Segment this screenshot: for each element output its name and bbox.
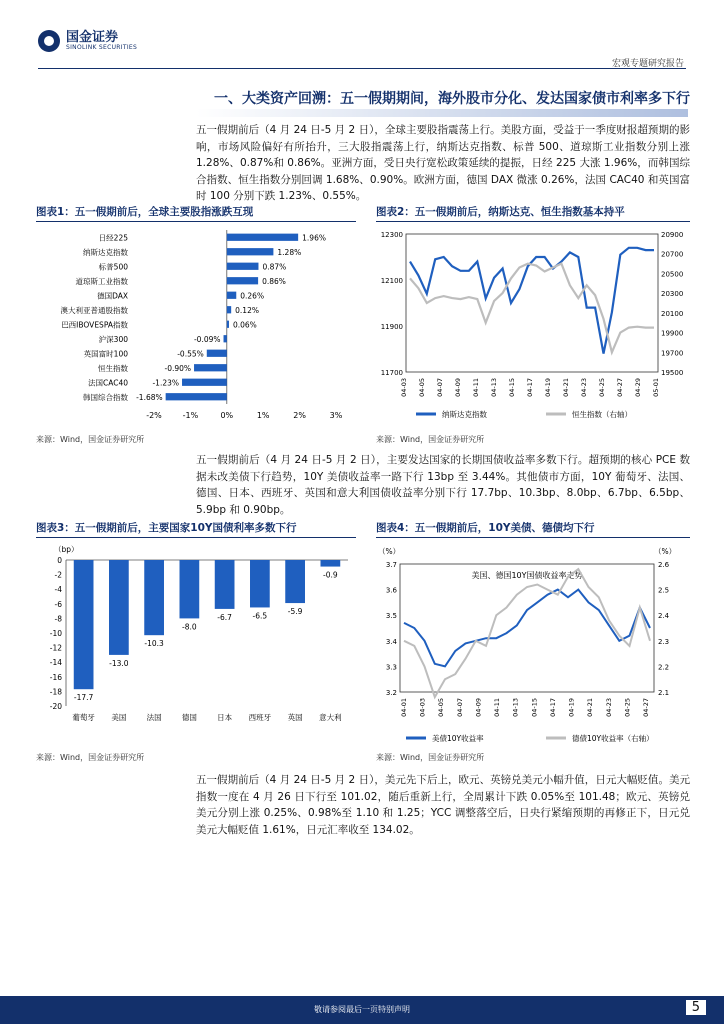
x-tick-label: 04-21 [562, 378, 570, 397]
x-tick-label: 2% [293, 411, 306, 420]
y-tick-label: -18 [49, 687, 62, 697]
legend-label: 恒生指数（右轴） [572, 410, 632, 419]
paragraph-equities: 五一假期前后（4 月 24 日-5 月 2 日），全球主要股指震荡上行。美股方面，受益于一季度财报超预期的影响，市场风险偏好有所抬升，三大股指震荡上行，纳斯达克指数、标普 500、道琼斯工业指数分别上涨 1.28%、0.87%和 0.86%。亚洲方面，受日央行宽松政策延续的提振，日经 225 大涨 1.96%，而韩国综合指数、恒生指数分别回调 1.68%、0.90%。欧洲方面，德国 DAX 微涨 0.26%，法国 CAC40 和英国富时 100 分别下跌 1.23%、0.55%。 [196, 124, 690, 202]
bar [207, 350, 227, 357]
data-label: -5.9 [287, 607, 303, 617]
y-right-tick: 2.3 [658, 637, 670, 646]
y-right-tick: 20900 [661, 231, 684, 239]
bar [74, 560, 94, 689]
category-label: 巴西IBOVESPA指数 [61, 320, 128, 330]
x-tick-label: 0% [220, 411, 234, 420]
category-label: 葡萄牙 [72, 713, 95, 722]
figure-4-title: 图表4：五一假期前后，10Y美债、德债均下行 [376, 522, 595, 534]
page-number: 5 [686, 1000, 706, 1015]
bar [215, 560, 235, 609]
y-right-tick: 19700 [661, 349, 684, 358]
figure-2-rule [376, 221, 690, 222]
bar [194, 364, 227, 371]
report-type: 宏观专题研究报告 [611, 59, 684, 69]
x-tick-label: 04-11 [472, 378, 480, 397]
data-label: -0.09% [193, 334, 221, 344]
y-tick-label: -14 [49, 658, 62, 668]
x-tick-label: -1% [182, 411, 199, 420]
figure-4-rule [376, 537, 690, 538]
figure-3-source: 来源：Wind，国金证券研究所 [36, 753, 145, 762]
figure-4-chart [376, 540, 690, 748]
category-label: 标普500 [98, 262, 128, 272]
category-label: 纳斯达克指数 [83, 247, 128, 257]
y-left-tick: 3.3 [385, 663, 397, 672]
y-left-tick: 11700 [380, 369, 403, 377]
y-right-tick: 2.6 [658, 561, 670, 569]
bar [227, 277, 258, 284]
y-tick-label: -6 [54, 599, 62, 609]
x-tick-label: 04-27 [642, 698, 650, 717]
y-left-tick: 12300 [380, 231, 403, 239]
category-label: 澳大利亚普通股指数 [60, 305, 128, 315]
y-tick-label: -4 [54, 585, 62, 595]
x-tick-label: 04-29 [634, 378, 642, 397]
category-label: 意大利 [319, 713, 342, 722]
y-left-tick: 3.7 [385, 561, 397, 569]
y-tick-label: -2 [54, 570, 62, 580]
data-label: -0.9 [323, 570, 338, 580]
legend-label: 德债10Y收益率（右轴） [572, 734, 654, 743]
category-label: 德国 [181, 713, 197, 722]
category-label: 德国DAX [97, 291, 128, 301]
logo-en-text: SINOLINK SECURITIES [66, 44, 138, 51]
x-tick-label: 04-23 [580, 378, 588, 397]
y-left-tick: 3.6 [385, 586, 397, 595]
figure-1-source: 来源：Wind，国金证券研究所 [36, 435, 145, 444]
y-left-tick: 3.5 [385, 612, 397, 621]
figure-4-source: 来源：Wind，国金证券研究所 [376, 753, 485, 762]
category-label: 法国 [146, 713, 162, 722]
data-label: 0.26% [240, 291, 265, 301]
chart-title: 美国、德国10Y国债收益率走势 [471, 571, 583, 580]
figure-1-title: 图表1：五一假期前后，全球主要股指涨跌互现 [36, 206, 254, 218]
paragraph-fx: 五一假期前后（4 月 24 日-5 月 2 日），美元先下后上，欧元、英镑兑美元小幅升值，日元大幅贬值。美元指数一度在 4 月 26 日下行至 101.02，随后重新上行，全周累计下跌 0.05%至 101.48；欧元、英镑兑美元分别上涨 0.25%、0.98%至 1.10 和 1.25；YCC 调整落空后，日央行紧缩预期的再修正下，日元兑美元大幅贬值 1.61%，日元汇率收至 134.02。 [196, 774, 690, 836]
data-label: 0.86% [262, 276, 286, 286]
x-tick-label: 04-23 [604, 698, 613, 717]
x-tick-label: 3% [329, 411, 343, 420]
bar [224, 335, 227, 342]
y-right-tick: 2.4 [658, 612, 670, 621]
category-label: 法国CAC40 [87, 378, 128, 388]
x-tick-label: 04-09 [474, 698, 483, 717]
category-label: 韩国综合指数 [83, 392, 128, 402]
category-label: 日本 [217, 713, 233, 722]
category-label: 沪深300 [98, 334, 128, 344]
x-tick-label: 04-03 [418, 698, 427, 717]
x-tick-label: 04-13 [490, 378, 498, 397]
x-tick-label: 04-15 [508, 378, 516, 397]
bar [285, 560, 305, 603]
data-label: -6.5 [252, 611, 268, 621]
section-title-bar [196, 109, 688, 117]
x-tick-label: 04-03 [400, 378, 408, 397]
category-label: 英国富时100 [83, 349, 128, 359]
bar [227, 306, 231, 313]
x-tick-label: 04-17 [548, 698, 557, 717]
data-label: -0.90% [164, 363, 192, 373]
bar [182, 379, 227, 386]
x-tick-label: 04-13 [511, 698, 520, 717]
data-label: -17.7 [73, 693, 94, 703]
logo-icon [38, 30, 60, 52]
y-right-tick: 20300 [661, 290, 684, 299]
figure-1-chart [36, 224, 356, 428]
y-right-tick: 19500 [661, 369, 684, 377]
data-label: 1.96% [302, 233, 326, 243]
y-tick-label: -16 [49, 672, 62, 682]
y-left-tick: 3.4 [385, 637, 397, 646]
legend-label: 纳斯达克指数 [442, 410, 487, 419]
y-left-tick: 12100 [380, 277, 403, 285]
figure-2-chart [376, 224, 690, 428]
figure-3-chart [36, 540, 356, 732]
data-label: -1.23% [152, 378, 180, 388]
y-right-tick: 19900 [661, 329, 684, 338]
data-label: 0.87% [262, 262, 287, 272]
plot-frame [400, 564, 654, 692]
figure-3-rule [36, 537, 356, 538]
x-tick-label: 1% [256, 411, 270, 420]
logo-cn-text: 国金证券 [66, 30, 119, 45]
data-label: 0.06% [232, 320, 257, 330]
y-tick-label: -10 [49, 629, 62, 638]
bar [227, 263, 259, 270]
x-tick-label: 04-17 [526, 378, 534, 397]
category-label: 恒生指数 [98, 363, 128, 373]
y-right-tick: 2.5 [658, 586, 670, 595]
bar [144, 560, 164, 635]
y-right-unit: （%） [654, 547, 677, 556]
x-tick-label: 04-05 [437, 698, 446, 717]
category-label: 美国 [111, 713, 127, 722]
x-tick-label: 04-01 [400, 698, 408, 717]
x-tick-label: 04-05 [418, 378, 426, 397]
y-right-tick: 2.2 [658, 663, 670, 672]
bar [321, 560, 341, 567]
data-label: -1.68% [136, 392, 163, 402]
y-right-tick: 20700 [661, 250, 684, 259]
figure-2-source: 来源：Wind，国金证券研究所 [376, 435, 485, 444]
footer-disclaimer: 敬请参阅最后一页特别声明 [314, 1005, 410, 1014]
category-label: 日经225 [98, 233, 128, 243]
figure-1-rule [36, 221, 356, 222]
x-tick-label: 04-07 [436, 378, 444, 397]
company-logo [38, 30, 137, 52]
category-label: 英国 [287, 713, 303, 722]
bar [227, 248, 274, 255]
category-label: 道琼斯工业指数 [75, 276, 128, 286]
y-right-tick: 2.1 [658, 689, 670, 697]
bar [166, 393, 227, 400]
figure-2-title: 图表2：五一假期前后，纳斯达克、恒生指数基本持平 [376, 206, 625, 218]
bar [250, 560, 270, 607]
data-label: -10.3 [144, 639, 164, 649]
page-footer [0, 996, 724, 1024]
y-tick-label: -12 [49, 643, 62, 653]
y-left-tick: 3.2 [385, 689, 397, 697]
data-label: 1.28% [277, 247, 302, 257]
x-tick-label: -2% [146, 411, 162, 420]
y-right-tick: 20500 [661, 270, 684, 279]
data-label: -0.55% [177, 349, 204, 359]
data-label: -8.0 [182, 622, 197, 632]
x-tick-label: 04-07 [455, 698, 464, 717]
legend-label: 美债10Y收益率 [432, 734, 484, 743]
y-left-tick: 11900 [380, 323, 403, 331]
x-tick-label: 04-25 [623, 698, 632, 717]
x-tick-label: 04-25 [598, 378, 606, 397]
x-tick-label: 05-01 [652, 378, 660, 397]
x-tick-label: 04-19 [544, 378, 552, 397]
y-axis-unit: （bp） [54, 545, 79, 554]
x-tick-label: 04-11 [493, 698, 502, 717]
y-tick-label: -20 [49, 702, 62, 711]
bar [180, 560, 200, 618]
data-label: -6.7 [217, 612, 232, 622]
x-tick-label: 04-09 [454, 378, 462, 397]
section-title: 一、大类资产回溯：五一假期期间，海外股市分化、发达国家债市利率多下行 [214, 91, 690, 107]
y-tick-label: 0 [57, 556, 62, 565]
x-tick-label: 04-27 [616, 378, 624, 397]
bar [227, 292, 236, 299]
bar [109, 560, 129, 655]
bar [227, 321, 229, 328]
data-label: -13.0 [109, 658, 129, 668]
data-label: 0.12% [235, 305, 259, 315]
y-left-unit: （%） [378, 547, 401, 556]
header-divider [38, 68, 686, 69]
figure-3-title: 图表3：五一假期前后，主要国家10Y国债利率多数下行 [36, 522, 297, 534]
x-tick-label: 04-19 [567, 698, 576, 717]
bar [227, 234, 298, 241]
y-right-tick: 20100 [661, 309, 684, 318]
y-tick-label: -8 [54, 614, 62, 624]
category-label: 西班牙 [248, 713, 272, 722]
x-tick-label: 04-21 [586, 698, 595, 717]
x-tick-label: 04-15 [530, 698, 539, 717]
paragraph-bonds: 五一假期前后（4 月 24 日-5 月 2 日），主要发达国家的长期国债收益率多数下行。超预期的核心 PCE 数据未改美债下行趋势，10Y 美债收益率一路下行 13bp 至 3.44%。其他债市方面，10Y 葡萄牙、法国、德国、日本、西班牙、英国和意大利国债收益率分别下行 17.7bp、10.3bp、8.0bp、6.7bp、6.5bp、5.9bp 和 0.90bp。 [196, 454, 690, 516]
